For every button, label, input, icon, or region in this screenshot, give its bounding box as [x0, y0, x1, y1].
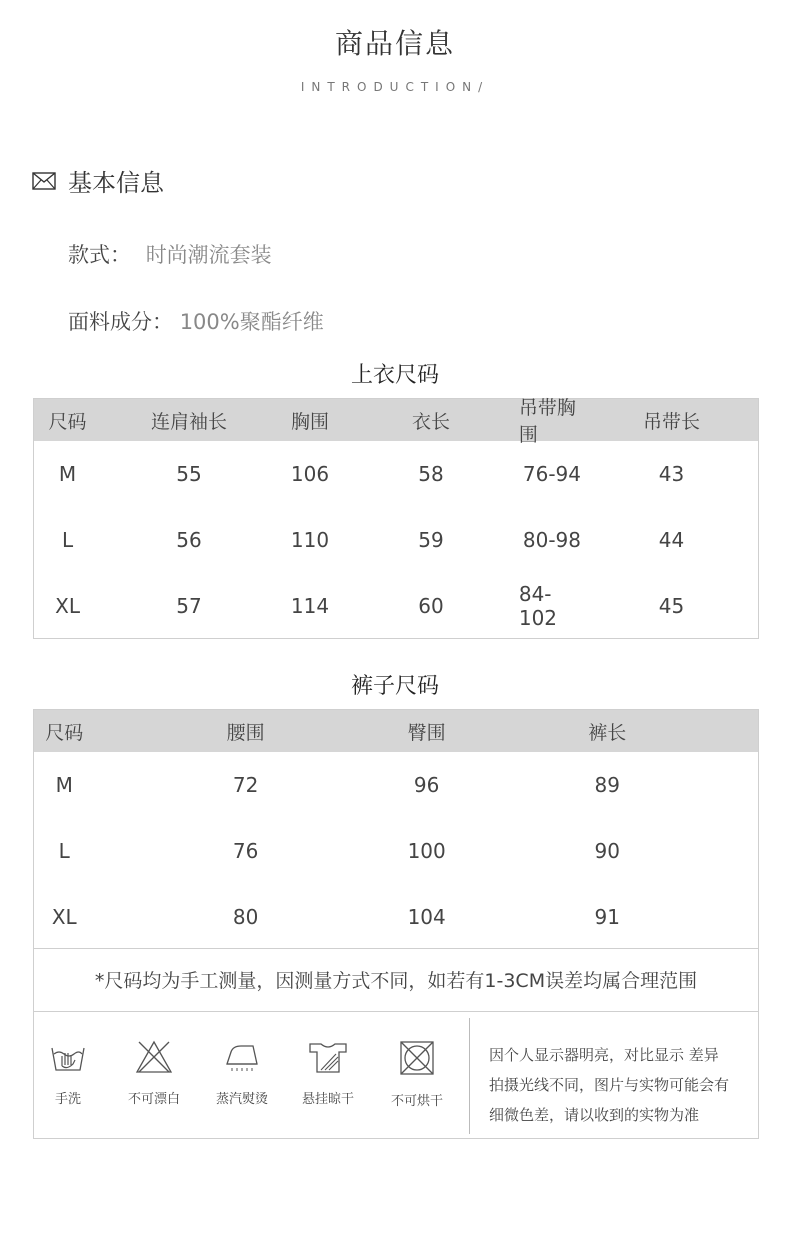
- disclaimer-line: 细微色差，请以收到的实物为准: [489, 1106, 700, 1124]
- pants-header-cell: 臀围: [407, 721, 446, 744]
- page-subtitle: INTRODUCTION/: [300, 80, 490, 94]
- pants-header-cell: 裤长: [588, 721, 627, 744]
- table-cell: 44: [658, 528, 685, 552]
- care-label: 悬挂晾干: [301, 1092, 354, 1107]
- table-cell: L: [61, 528, 74, 552]
- table-cell: 57: [176, 594, 202, 618]
- table-cell: 100: [407, 839, 446, 863]
- color-disclaimer: [489, 1040, 751, 1130]
- care-item-steam-iron: [202, 1040, 282, 1107]
- table-cell: M: [55, 773, 73, 797]
- table-cell: 72: [232, 773, 259, 797]
- table-cell: 56: [176, 528, 202, 552]
- care-item-no-bleach: [114, 1040, 194, 1107]
- pants-size-table: [33, 709, 759, 949]
- pants-table-header: [34, 710, 758, 752]
- top-header-cell: 衣长: [411, 410, 450, 433]
- table-row: [34, 884, 758, 950]
- disclaimer-line: 拍摄光线不同，图片与实物可能会有: [489, 1076, 730, 1094]
- pants-header-cell: 腰围: [226, 721, 265, 744]
- table-row: [34, 752, 758, 818]
- no-tumble-dry-icon: [399, 1040, 435, 1076]
- care-item-hand-wash: [28, 1040, 108, 1107]
- care-item-no-tumble-dry: [377, 1040, 457, 1109]
- top-header-cell: 吊带长: [642, 410, 700, 433]
- basic-info-heading: [32, 163, 164, 198]
- top-header-cell: 吊带胸围: [518, 397, 576, 446]
- top-header-cell: 连肩袖长: [151, 410, 228, 433]
- style-row: [68, 239, 272, 269]
- table-row: [34, 573, 758, 639]
- measurement-note: *尺码均为手工测量，因测量方式不同，如若有1-3CM误差均属合理范围: [33, 948, 759, 1012]
- care-label: 手洗: [54, 1092, 81, 1107]
- care-label: 蒸汽熨烫: [215, 1092, 268, 1107]
- pants-header-cell: 尺码: [45, 721, 84, 744]
- fabric-label: 面料成分：: [68, 310, 173, 334]
- pants-size-title: 裤子尺码: [350, 674, 439, 699]
- table-cell: 59: [418, 528, 444, 552]
- care-label: 不可烘干: [390, 1094, 443, 1109]
- disclaimer-line: 因个人显示器明亮，对比显示 差异: [489, 1046, 719, 1064]
- table-cell: 80: [232, 905, 259, 929]
- fabric-row: [68, 306, 324, 336]
- table-cell: 76: [232, 839, 259, 863]
- table-row: [34, 441, 758, 507]
- top-size-table: [33, 398, 759, 639]
- top-header-cell: 尺码: [48, 410, 87, 433]
- top-table-header: [34, 397, 758, 446]
- top-size-title: 上衣尺码: [350, 363, 439, 388]
- table-cell: 45: [658, 594, 685, 618]
- table-cell: 76-94: [522, 462, 581, 486]
- care-label: 不可漂白: [127, 1092, 180, 1107]
- table-cell: XL: [55, 594, 80, 618]
- hang-dry-icon: [308, 1040, 348, 1074]
- table-cell: 106: [290, 462, 330, 486]
- table-cell: 55: [176, 462, 202, 486]
- care-item-hang-dry: [288, 1040, 368, 1107]
- top-header-cell: 胸围: [290, 410, 329, 433]
- table-cell: 84-102: [518, 582, 558, 630]
- table-cell: 43: [658, 462, 685, 486]
- table-row: [34, 818, 758, 884]
- table-cell: L: [58, 839, 70, 863]
- envelope-icon: [32, 172, 56, 190]
- hand-wash-icon: [50, 1040, 86, 1074]
- table-cell: 58: [418, 462, 444, 486]
- fabric-value: 100%聚酯纤维: [179, 310, 324, 334]
- basic-info-title: 基本信息: [68, 169, 164, 197]
- table-cell: 89: [594, 773, 620, 797]
- style-value: 时尚潮流套装: [145, 243, 272, 267]
- table-cell: XL: [51, 905, 77, 929]
- table-cell: 91: [594, 905, 620, 929]
- no-bleach-icon: [135, 1040, 173, 1074]
- table-cell: M: [58, 462, 77, 486]
- table-cell: 114: [290, 594, 330, 618]
- page-title: 商品信息: [334, 27, 455, 60]
- table-cell: 104: [407, 905, 446, 929]
- table-cell: 90: [594, 839, 620, 863]
- table-row: [34, 507, 758, 573]
- table-cell: 110: [290, 528, 330, 552]
- table-cell: 80-98: [522, 528, 581, 552]
- style-label: 款式：: [68, 243, 131, 267]
- table-cell: 60: [418, 594, 444, 618]
- care-divider: [469, 1018, 470, 1134]
- table-cell: 96: [413, 773, 440, 797]
- steam-iron-icon: [223, 1040, 261, 1074]
- care-instructions: [33, 1011, 759, 1139]
